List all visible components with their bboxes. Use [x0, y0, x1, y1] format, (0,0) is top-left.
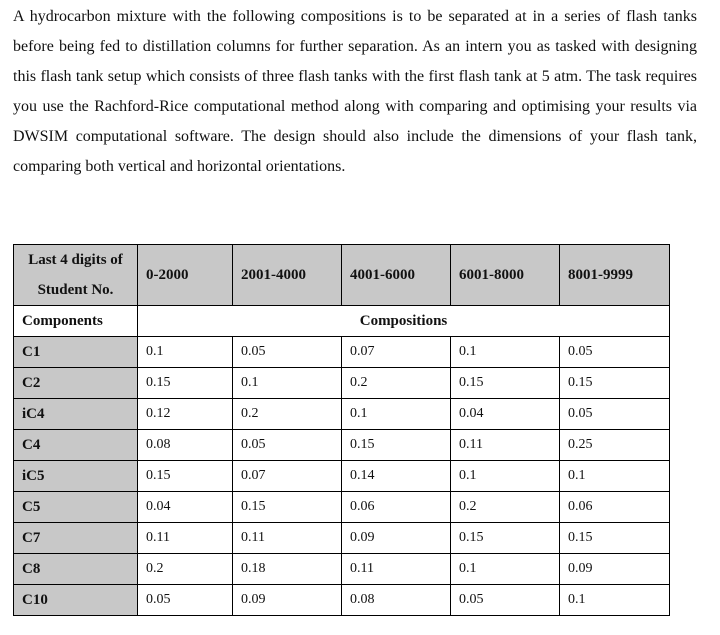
component-name: C8: [14, 554, 138, 585]
component-name: C10: [14, 585, 138, 616]
components-label: Components: [14, 306, 138, 337]
composition-value: 0.11: [233, 523, 342, 554]
range-header: 8001-9999: [560, 245, 670, 306]
table-subheader-row: [14, 306, 670, 337]
component-name: C2: [14, 368, 138, 399]
composition-value: 0.2: [233, 399, 342, 430]
composition-value: 0.15: [451, 523, 560, 554]
range-header: 6001-8000: [451, 245, 560, 306]
composition-value: 0.15: [451, 368, 560, 399]
composition-value: 0.15: [138, 368, 233, 399]
composition-value: 0.08: [342, 585, 451, 616]
component-name: C4: [14, 430, 138, 461]
composition-value: 0.11: [451, 430, 560, 461]
composition-value: 0.05: [560, 399, 670, 430]
composition-value: 0.15: [342, 430, 451, 461]
composition-value: 0.05: [451, 585, 560, 616]
component-name: C5: [14, 492, 138, 523]
range-header: 4001-6000: [342, 245, 451, 306]
composition-value: 0.15: [560, 523, 670, 554]
component-name: iC4: [14, 399, 138, 430]
composition-value: 0.1: [233, 368, 342, 399]
table-row: [14, 337, 670, 368]
composition-value: 0.1: [560, 585, 670, 616]
composition-value: 0.15: [233, 492, 342, 523]
composition-value: 0.15: [560, 368, 670, 399]
table-row: [14, 523, 670, 554]
component-name: C7: [14, 523, 138, 554]
range-header: 0-2000: [138, 245, 233, 306]
composition-table: [13, 244, 670, 616]
composition-value: 0.15: [138, 461, 233, 492]
composition-value: 0.04: [138, 492, 233, 523]
composition-value: 0.04: [451, 399, 560, 430]
student-number-header: Last 4 digits of Student No.: [14, 245, 138, 306]
table-row: [14, 368, 670, 399]
compositions-label: Compositions: [138, 306, 670, 337]
composition-value: 0.09: [342, 523, 451, 554]
problem-statement: A hydrocarbon mixture with the following compositions is to be separated at in a series of flash tanks before being fed to distillation columns for further separation. As an intern you as tasked with designing this flash tank setup which consists of three flash tanks with the first flash tank at 5 atm. The task requires you use the Rachford-Rice computational method along with comparing and optimising your results via DWSIM computational software. The design should also include the dimensions of your flash tank, comparing both vertical and horizontal orientations.: [13, 8, 697, 175]
composition-value: 0.06: [342, 492, 451, 523]
composition-value: 0.11: [342, 554, 451, 585]
composition-value: 0.08: [138, 430, 233, 461]
composition-value: 0.18: [233, 554, 342, 585]
composition-value: 0.12: [138, 399, 233, 430]
composition-value: 0.05: [233, 337, 342, 368]
composition-value: 0.06: [560, 492, 670, 523]
composition-value: 0.1: [342, 399, 451, 430]
composition-value: 0.05: [138, 585, 233, 616]
table-row: [14, 399, 670, 430]
composition-value: 0.05: [560, 337, 670, 368]
component-name: iC5: [14, 461, 138, 492]
composition-value: 0.11: [138, 523, 233, 554]
composition-value: 0.1: [138, 337, 233, 368]
composition-value: 0.2: [451, 492, 560, 523]
composition-value: 0.1: [451, 554, 560, 585]
composition-value: 0.1: [560, 461, 670, 492]
table-row: [14, 585, 670, 616]
table-row: [14, 554, 670, 585]
composition-value: 0.14: [342, 461, 451, 492]
composition-value: 0.05: [233, 430, 342, 461]
composition-value: 0.2: [138, 554, 233, 585]
composition-value: 0.07: [233, 461, 342, 492]
table-row: [14, 430, 670, 461]
composition-value: 0.2: [342, 368, 451, 399]
component-name: C1: [14, 337, 138, 368]
composition-value: 0.09: [233, 585, 342, 616]
table-body: [14, 337, 670, 616]
range-header: 2001-4000: [233, 245, 342, 306]
composition-value: 0.1: [451, 461, 560, 492]
composition-value: 0.07: [342, 337, 451, 368]
table-header-row: [14, 245, 670, 306]
composition-value: 0.1: [451, 337, 560, 368]
composition-value: 0.09: [560, 554, 670, 585]
composition-value: 0.25: [560, 430, 670, 461]
table-row: [14, 492, 670, 523]
table-row: [14, 461, 670, 492]
